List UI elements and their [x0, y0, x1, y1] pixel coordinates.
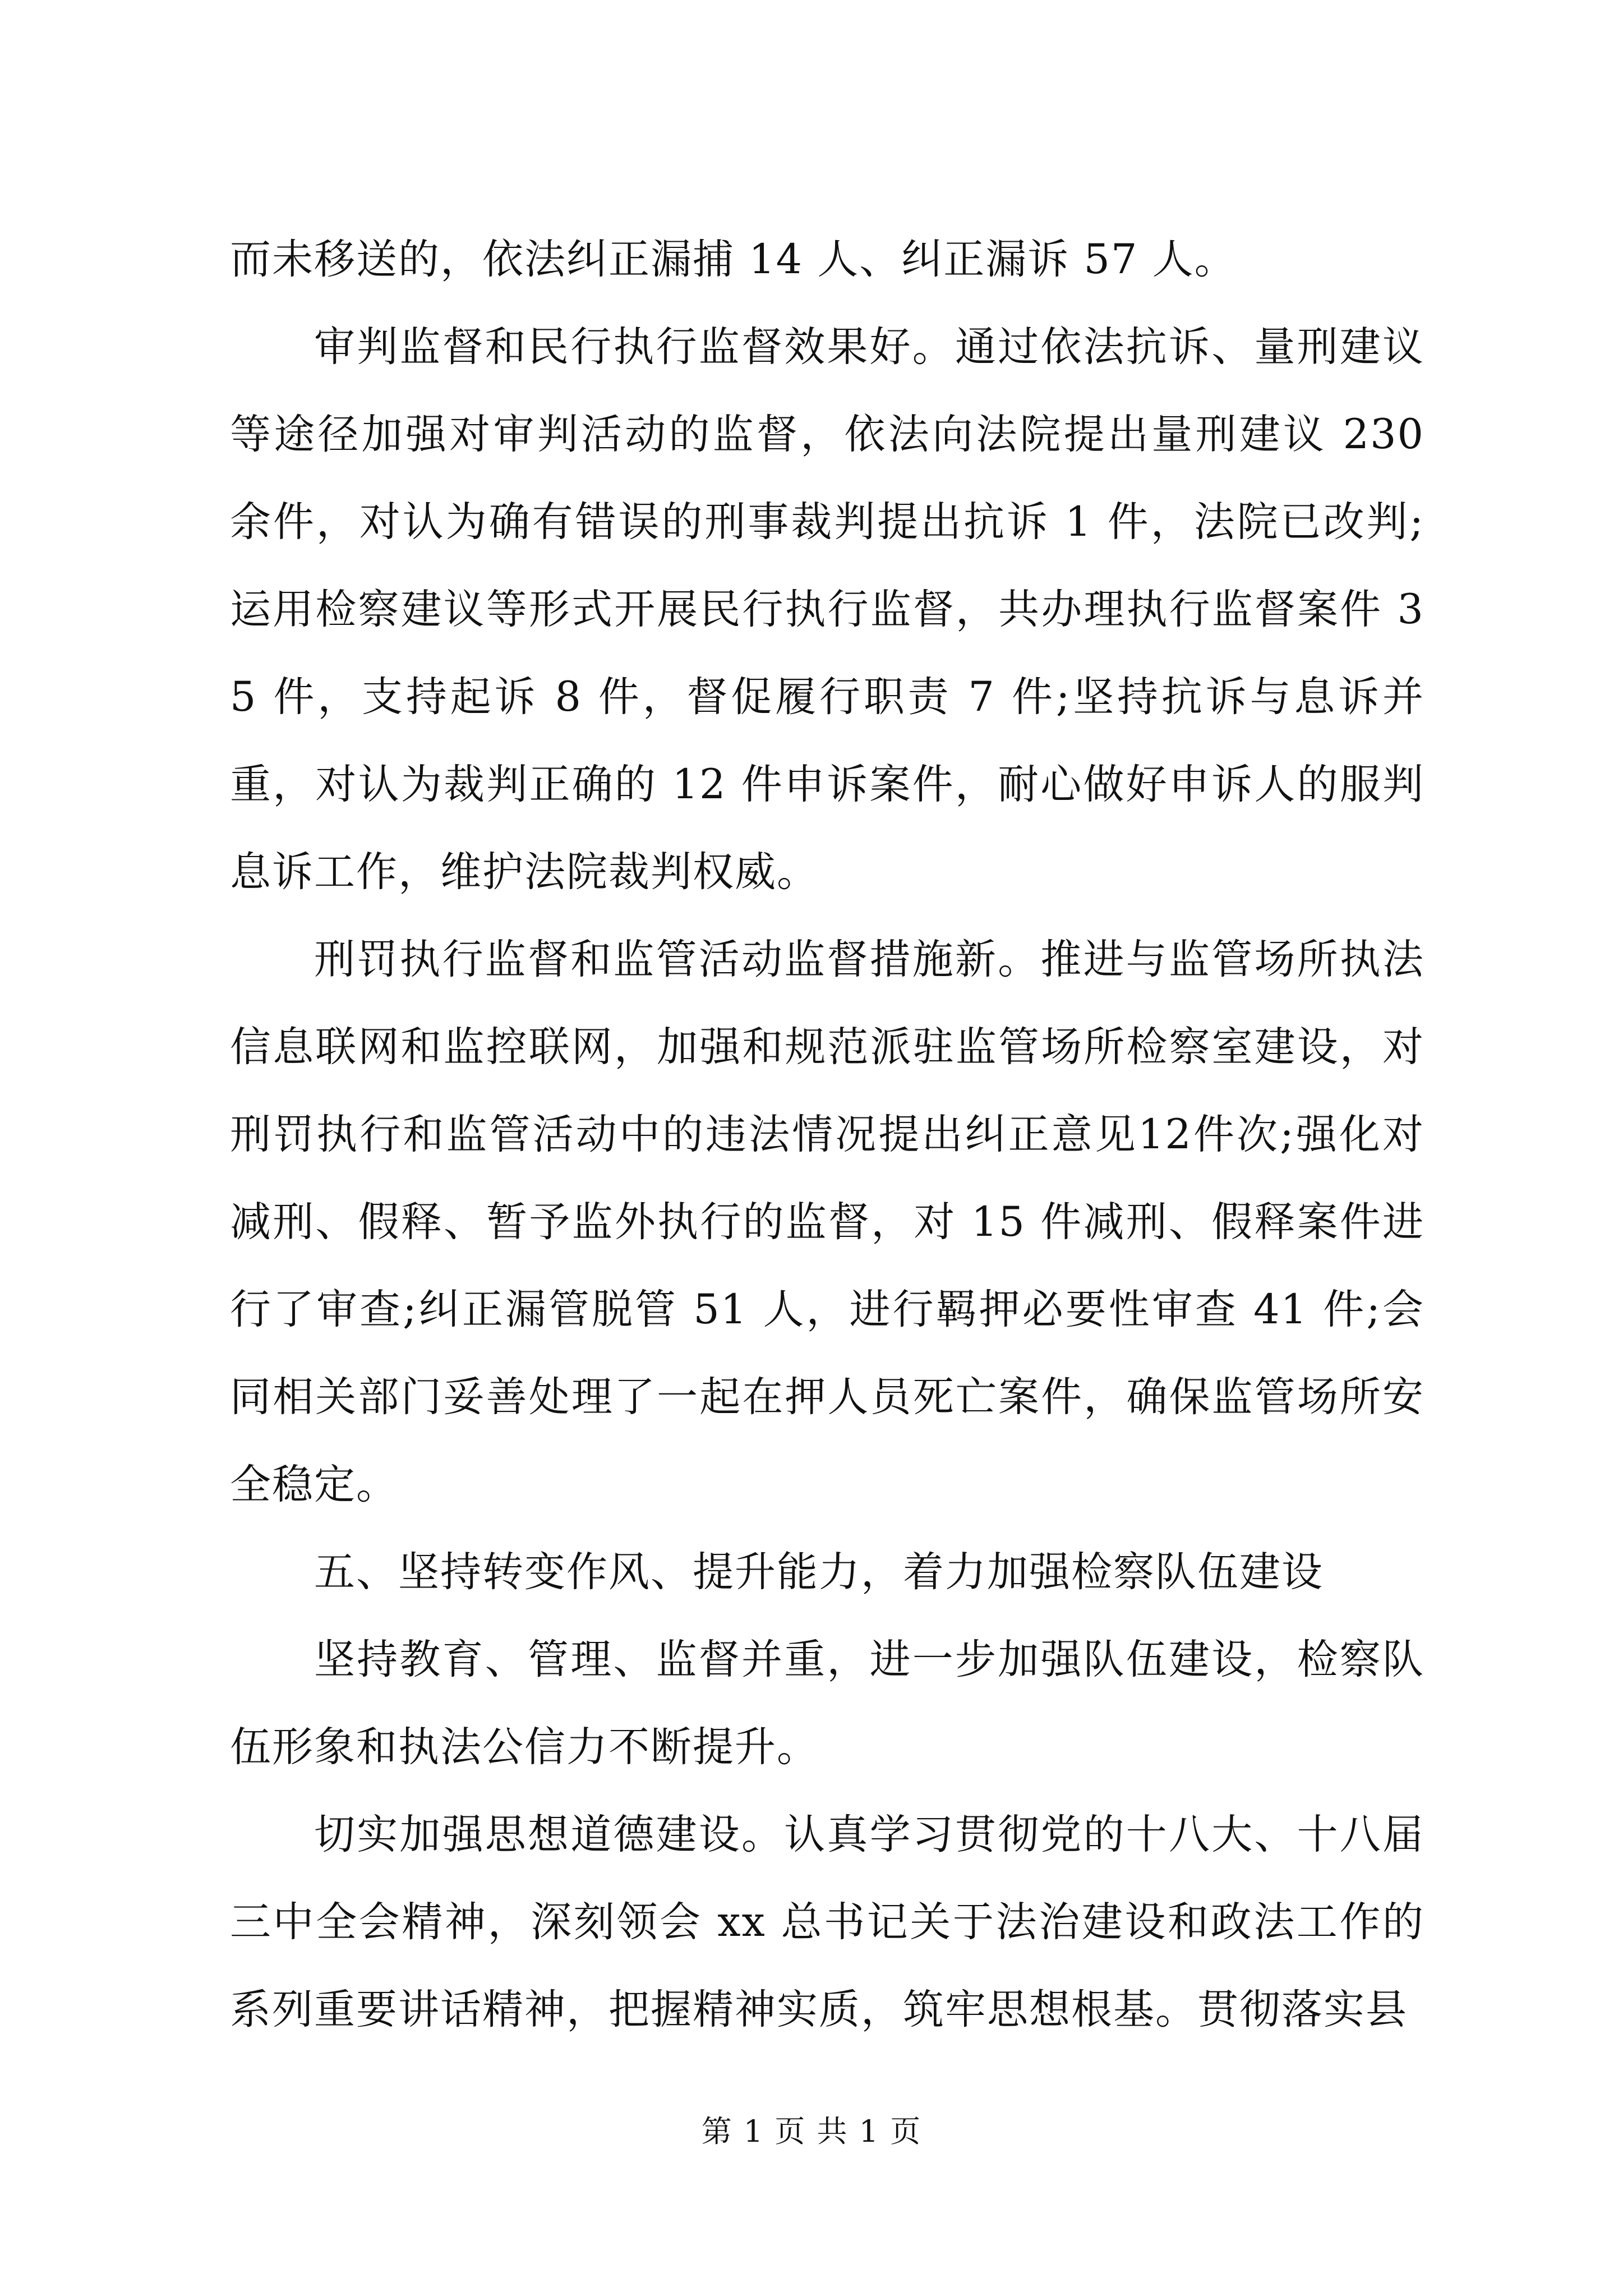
page-footer: 第 1 页 共 1 页 [701, 2114, 922, 2149]
paragraph-team-building: 坚持教育、管理、监督并重，进一步加强队伍建设，检察队伍形象和执法公信力不断提升。 [230, 1636, 1424, 1771]
paragraph-continuation: 而未移送的，依法纠正漏捕 14 人、纠正漏诉 57 人。 [230, 236, 1237, 283]
section-heading-five: 五、坚持转变作风、提升能力，着力加强检察队伍建设 [314, 1548, 1324, 1596]
paragraph-trial-supervision: 审判监督和民行执行监督效果好。通过依法抗诉、量刑建议等途径加强对审判活动的监督，依法向法院提出量刑建议 230 余件，对认为确有错误的刑事裁判提出抗诉 1 件，法院已改判;运用检察建议等形式开展民行执行监督，共办理执行监督案件 35 件，支持起诉 8 件，督促履行职责 7 件;坚持抗诉与息诉并重，对认为裁判正确的 12 件申诉案件，耐心做好申诉人的服判息诉工作，维护法院裁判权威。 [230, 323, 1424, 896]
document-body [230, 216, 1424, 2054]
paragraph-ideology: 切实加强思想道德建设。认真学习贯彻党的十八大、十八届三中全会精神，深刻领会 xx 总书记关于法治建设和政法工作的系列重要讲话精神，把握精神实质，筑牢思想根基。贯彻落实县 [230, 1811, 1424, 2033]
paragraph-penalty-supervision: 刑罚执行监督和监管活动监督措施新。推进与监管场所执法信息联网和监控联网，加强和规范派驻监管场所检察室建设，对刑罚执行和监管活动中的违法情况提出纠正意见12件次;强化对减刑、假释、暂予监外执行的监督，对 15 件减刑、假释案件进行了审查;纠正漏管脱管 51 人，进行羁押必要性审查 41 件;会同相关部门妥善处理了一起在押人员死亡案件，确保监管场所安全稳定。 [230, 936, 1424, 1508]
